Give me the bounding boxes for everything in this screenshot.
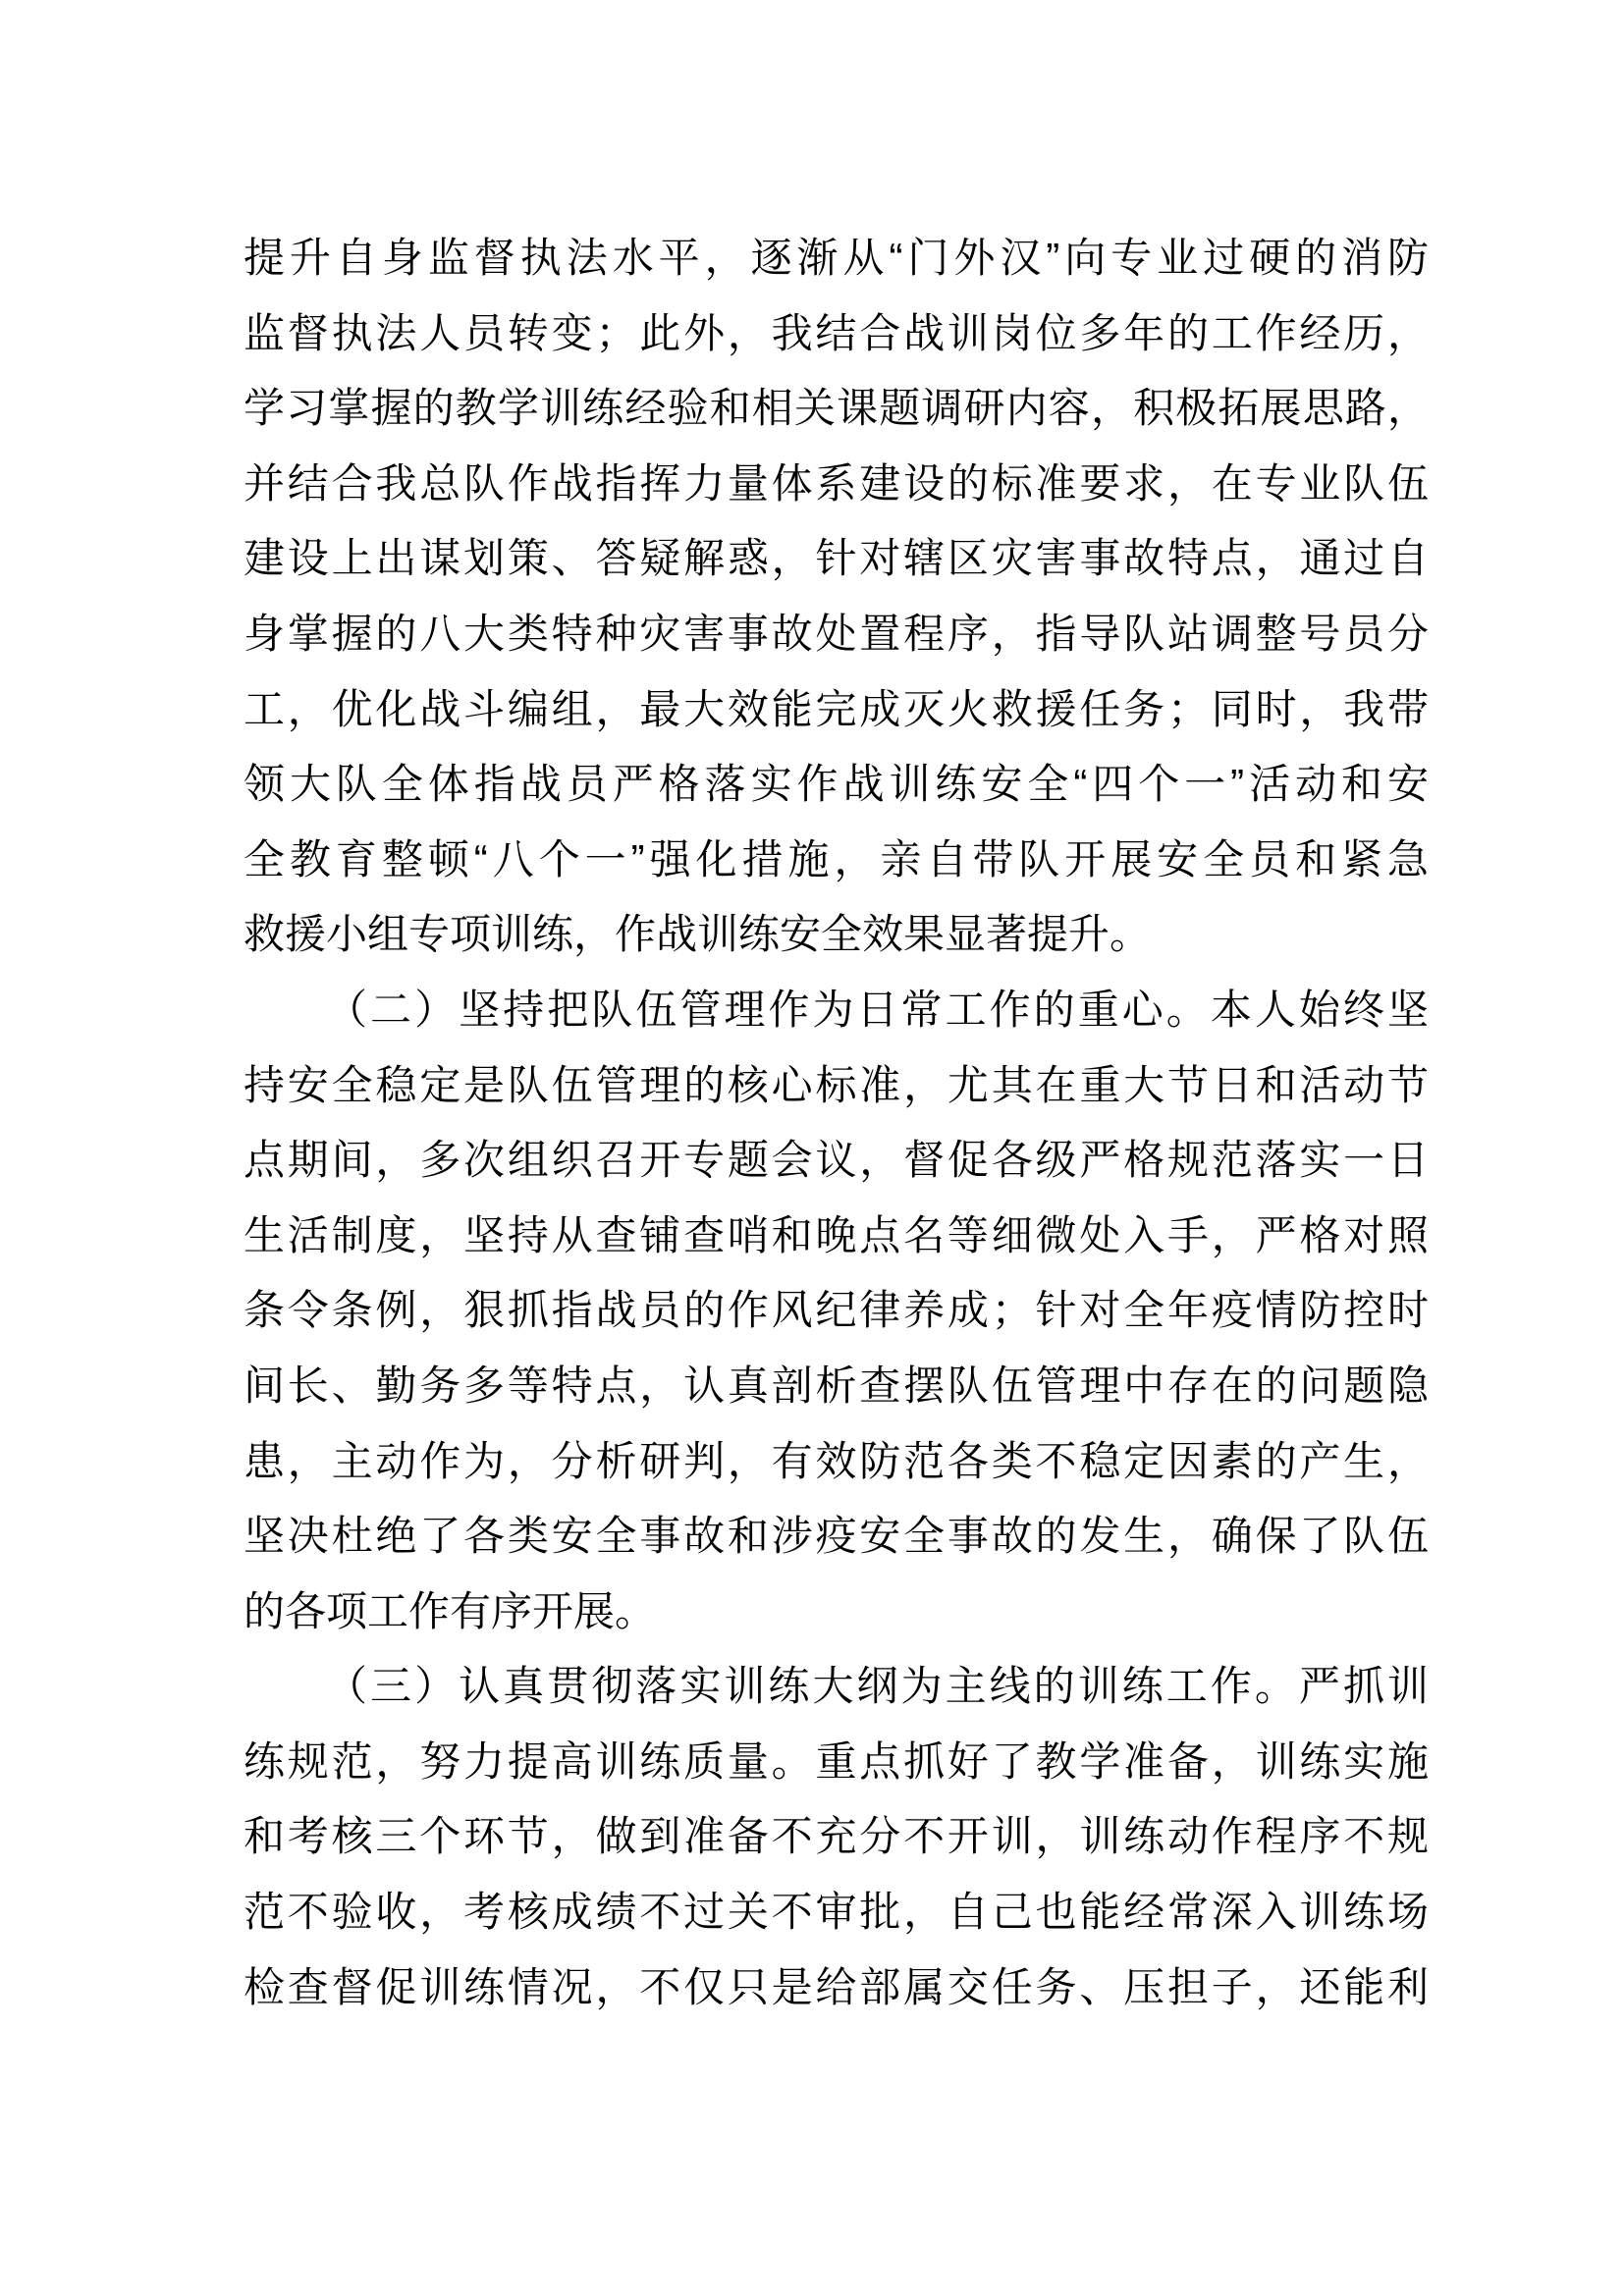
text-line: 工，优化战斗编组，最大效能完成灭火救援任务；同时，我带 [244,685,1429,732]
text-line: 和考核三个环节，做到准备不充分不开训，训练动作程序不规 [244,1813,1429,1860]
text-line: 生活制度，坚持从查铺查哨和晚点名等细微处入手，严格对照 [244,1211,1429,1258]
text-line: 监督执法人员转变；此外，我结合战训岗位多年的工作经历， [244,309,1429,356]
text-line: （三）认真贯彻落实训练大纲为主线的训练工作。严抓训 [326,1663,1429,1710]
text-line: 坚决杜绝了各类安全事故和涉疫安全事故的发生，确保了队伍 [244,1513,1429,1560]
text-line: 并结合我总队作战指挥力量体系建设的标准要求，在专业队伍 [244,459,1429,507]
text-line: 练规范，努力提高训练质量。重点抓好了教学准备，训练实施 [244,1737,1429,1785]
paragraph [244,1649,1429,2025]
text-line: 全教育整顿“八个一”强化措施，亲自带队开展安全员和紧急 [244,835,1429,882]
text-line: 学习掌握的教学训练经验和相关课题调研内容，积极拓展思路， [244,385,1429,432]
paragraph [244,221,1429,973]
text-line: 持安全稳定是队伍管理的核心标准，尤其在重大节日和活动节 [244,1061,1429,1108]
text-line: 患，主动作为，分析研判，有效防范各类不稳定因素的产生， [244,1437,1429,1484]
text-line: 的各项工作有序开展。 [244,1587,657,1634]
text-block [244,221,1429,2025]
text-line: 身掌握的八大类特种灾害事故处置程序，指导队站调整号员分 [244,610,1429,657]
text-line: 提升自身监督执法水平，逐渐从“门外汉”向专业过硬的消防 [244,235,1429,281]
paragraph [244,973,1429,1649]
text-line: 点期间，多次组织召开专题会议，督促各级严格规范落实一日 [244,1137,1429,1184]
text-line: 范不验收，考核成绩不过关不审批，自己也能经常深入训练场 [244,1889,1429,1936]
text-line: 建设上出谋划策、答疑解惑，针对辖区灾害事故特点，通过自 [244,535,1429,582]
text-line: 条令条例，狠抓指战员的作风纪律养成；针对全年疫情防控时 [244,1287,1429,1334]
text-line: 领大队全体指战员严格落实作战训练安全“四个一”活动和安 [244,761,1429,808]
text-line: 检查督促训练情况，不仅只是给部属交任务、压担子，还能利 [244,1963,1429,2010]
text-line: （二）坚持把队伍管理作为日常工作的重心。本人始终坚 [326,986,1429,1033]
text-line: 间长、勤务多等特点，认真剖析查摆队伍管理中存在的问题隐 [244,1362,1429,1409]
text-line: 救援小组专项训练，作战训练安全效果显著提升。 [244,911,1152,958]
